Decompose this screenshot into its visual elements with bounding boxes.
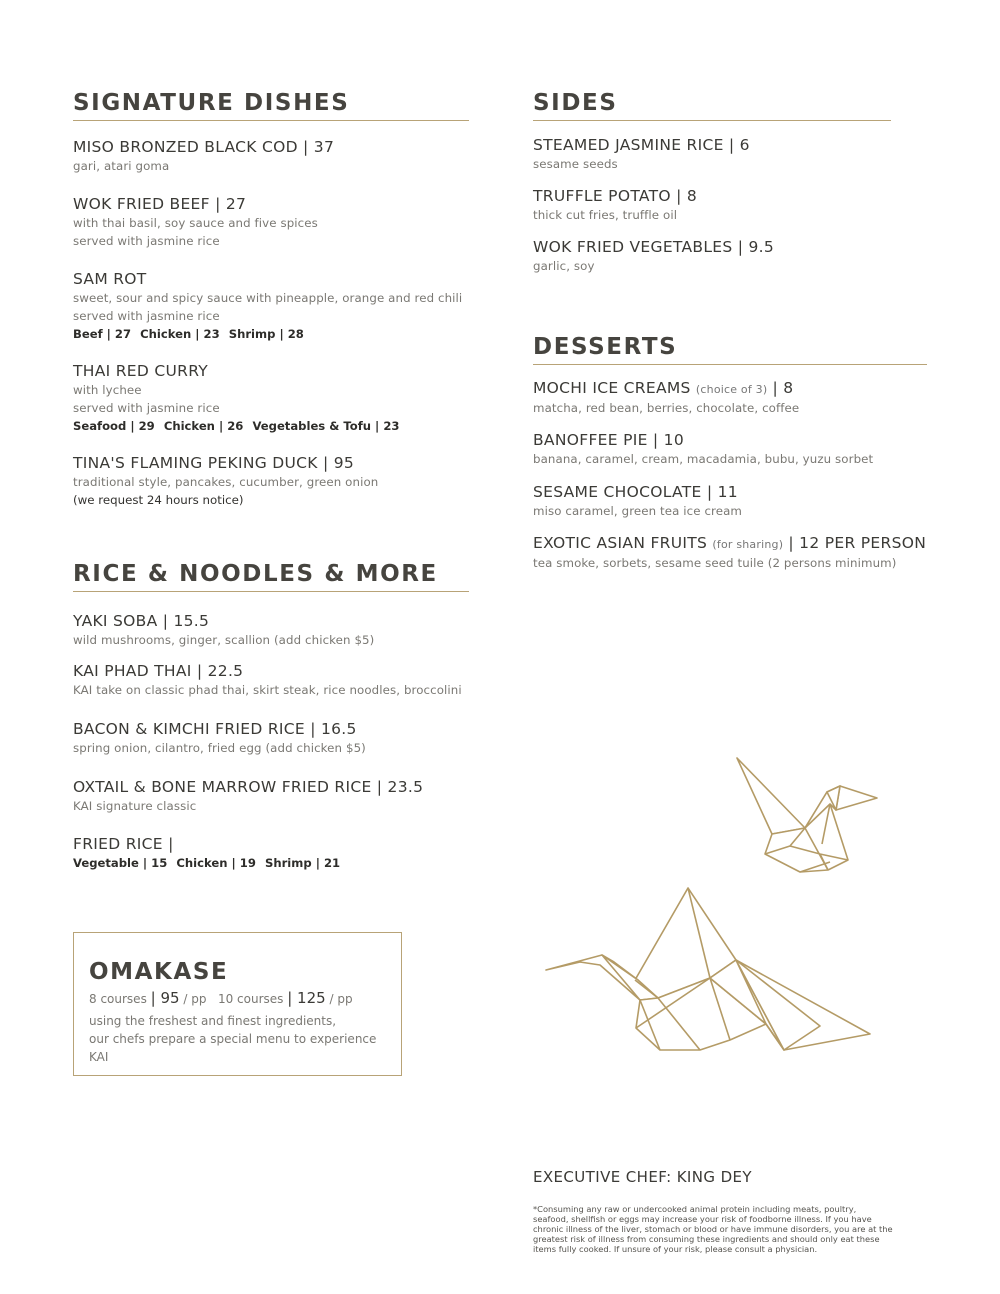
item-desc: with lychee — [73, 383, 142, 397]
price-option: Shrimp | 28 — [228, 327, 304, 341]
signature-dishes-section — [73, 90, 469, 527]
menu-item — [533, 431, 927, 468]
omakase-prices — [89, 989, 386, 1008]
menu-item — [533, 483, 927, 520]
omakase-desc — [89, 1012, 386, 1066]
item-name-note: (for sharing) — [712, 538, 784, 551]
disclaimer: *Consuming any raw or undercooked animal protein including meats, poultry, seafood, shellfish or eggs may increase your risk of foodborne illness. If you have chronic illness of the liver, stomach or blood or have immune disorders, you are at the greatest risk of illness from consuming these ingredients and should only eat these items fully cooked. If unsure of your risk, please consult a physician. — [533, 1204, 893, 1254]
item-name: WOK FRIED VEGETABLES | 9.5 — [533, 238, 775, 256]
rice-noodles-section — [73, 561, 469, 891]
origami-crane-icon — [737, 758, 877, 872]
item-desc: gari, atari goma — [73, 159, 170, 173]
section-title-sides: SIDES — [533, 90, 891, 121]
item-name — [533, 379, 927, 399]
item-price: | 12 PER PERSON — [788, 534, 927, 552]
item-name — [533, 534, 927, 554]
price-option: Seafood | 29 — [73, 419, 155, 433]
menu-item — [73, 662, 469, 699]
menu-item — [533, 534, 927, 572]
omakase-desc-line: our chefs prepare a special menu to experience KAI — [89, 1032, 377, 1064]
item-desc: miso caramel, green tea ice cream — [533, 504, 743, 518]
price-option: Vegetable | 15 — [73, 856, 168, 870]
origami-crane-icon — [540, 750, 880, 1070]
price-option: Beef | 27 — [73, 327, 132, 341]
omakase-title: OMAKASE — [89, 959, 229, 985]
item-desc: traditional style, pancakes, cucumber, green onion — [73, 475, 379, 489]
item-name: STEAMED JASMINE RICE | 6 — [533, 136, 750, 154]
menu-item — [73, 362, 469, 436]
desserts-section — [533, 334, 927, 590]
item-name: MISO BRONZED BLACK COD | 37 — [73, 138, 335, 156]
item-name: TINA'S FLAMING PEKING DUCK | 95 — [73, 454, 355, 472]
item-desc: KAI signature classic — [73, 799, 197, 813]
item-desc: with thai basil, soy sauce and five spices — [73, 216, 318, 230]
item-desc: matcha, red bean, berries, chocolate, coffee — [533, 401, 800, 415]
item-desc: wild mushrooms, ginger, scallion (add chicken $5) — [73, 633, 375, 647]
item-prices — [73, 854, 469, 873]
item-name-text: MOCHI ICE CREAMS — [533, 379, 691, 397]
menu-item — [73, 835, 469, 873]
omakase-per: / pp — [183, 992, 207, 1006]
price-option: Chicken | 23 — [140, 327, 220, 341]
executive-chef: EXECUTIVE CHEF: KING DEY — [533, 1168, 752, 1186]
item-name: TRUFFLE POTATO | 8 — [533, 187, 697, 205]
menu-item — [73, 612, 469, 649]
omakase-per: / pp — [329, 992, 353, 1006]
menu-item — [533, 379, 927, 417]
item-name-note: (choice of 3) — [695, 383, 768, 396]
item-prices — [73, 325, 469, 344]
price-option: Shrimp | 21 — [264, 856, 341, 870]
item-note: (we request 24 hours notice) — [73, 493, 244, 507]
item-desc: thick cut fries, truffle oil — [533, 208, 678, 222]
item-name: SAM ROT — [73, 270, 147, 288]
price-option: Chicken | 19 — [176, 856, 256, 870]
omakase-desc-line: using the freshest and finest ingredients, — [89, 1014, 337, 1028]
item-name: YAKI SOBA | 15.5 — [73, 612, 210, 630]
item-name: BANOFFEE PIE | 10 — [533, 431, 684, 449]
item-desc: served with jasmine rice — [73, 401, 220, 415]
item-name: SESAME CHOCOLATE | 11 — [533, 483, 738, 501]
menu-item — [73, 270, 469, 344]
omakase-courses: 10 courses — [217, 992, 284, 1006]
item-price: | 8 — [772, 379, 794, 397]
section-title-rice: RICE & NOODLES & MORE — [73, 561, 469, 592]
item-desc: tea smoke, sorbets, sesame seed tuile (2 persons minimum) — [533, 556, 897, 570]
item-desc: served with jasmine rice — [73, 309, 220, 323]
menu-item — [73, 778, 469, 815]
item-prices — [73, 417, 469, 436]
omakase-price: | 125 — [287, 989, 326, 1007]
item-desc: KAI take on classic phad thai, skirt steak, rice noodles, broccolini — [73, 683, 462, 697]
item-desc: garlic, soy — [533, 259, 595, 273]
menu-item — [73, 138, 469, 175]
item-name: OXTAIL & BONE MARROW FRIED RICE | 23.5 — [73, 778, 424, 796]
menu-item — [73, 454, 469, 509]
menu-item — [73, 720, 469, 757]
price-option: Chicken | 26 — [163, 419, 244, 433]
item-desc: sweet, sour and spicy sauce with pineapple, orange and red chili — [73, 291, 463, 305]
item-name: BACON & KIMCHI FRIED RICE | 16.5 — [73, 720, 357, 738]
sides-section — [533, 90, 891, 293]
item-name: KAI PHAD THAI | 22.5 — [73, 662, 244, 680]
item-name: FRIED RICE | — [73, 835, 174, 853]
omakase-box — [73, 932, 402, 1076]
origami-crane-icon — [546, 888, 870, 1050]
item-desc: banana, caramel, cream, macadamia, bubu, yuzu sorbet — [533, 452, 874, 466]
item-desc: spring onion, cilantro, fried egg (add chicken $5) — [73, 741, 366, 755]
price-option: Vegetables & Tofu | 23 — [252, 419, 400, 433]
item-desc: served with jasmine rice — [73, 234, 220, 248]
menu-item — [533, 238, 891, 275]
item-desc: sesame seeds — [533, 157, 618, 171]
menu-item — [73, 195, 469, 250]
item-name-text: EXOTIC ASIAN FRUITS — [533, 534, 708, 552]
section-title-signature: SIGNATURE DISHES — [73, 90, 469, 121]
item-name: THAI RED CURRY — [73, 362, 209, 380]
section-title-desserts: DESSERTS — [533, 334, 927, 365]
menu-item — [533, 136, 891, 173]
omakase-courses: 8 courses — [89, 992, 147, 1006]
omakase-price: | 95 — [150, 989, 180, 1007]
item-name: WOK FRIED BEEF | 27 — [73, 195, 247, 213]
menu-item — [533, 187, 891, 224]
